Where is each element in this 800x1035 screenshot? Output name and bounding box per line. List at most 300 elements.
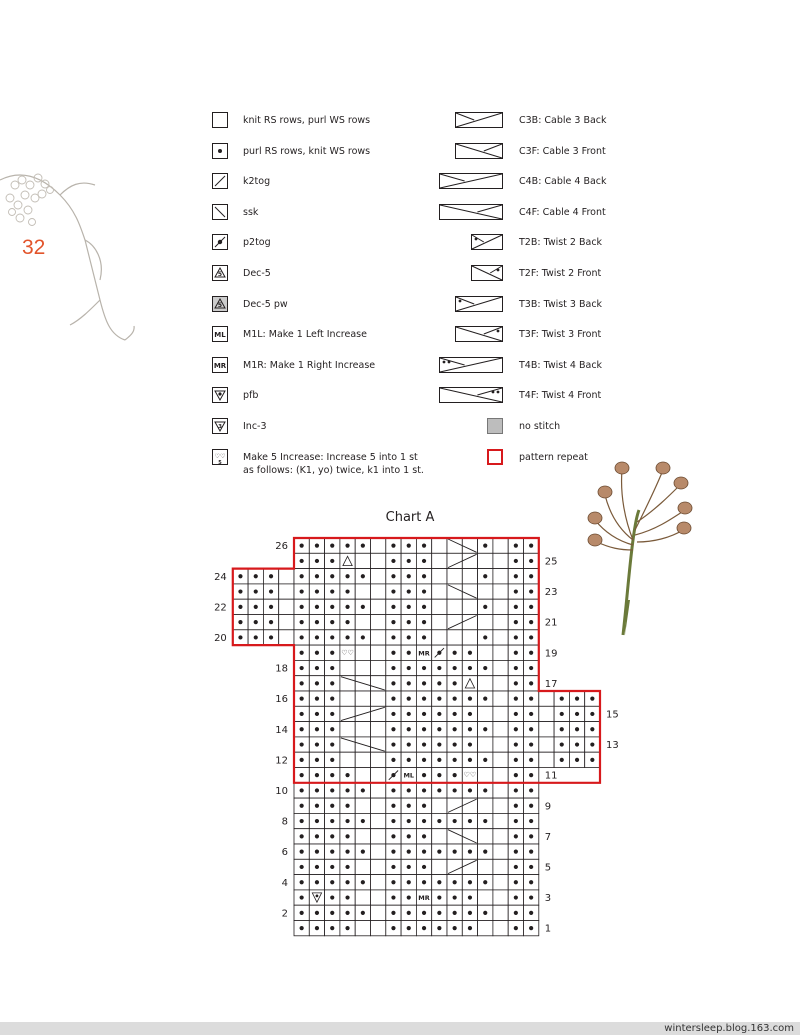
chart-cell [355,584,370,599]
chart-purl-dot [529,651,533,655]
chart-purl-dot [345,865,349,869]
chart-purl-dot [391,666,395,670]
chart-purl-dot [315,620,319,624]
chart-purl-dot [407,635,411,639]
chart-p2tog-dot [437,651,441,655]
chart-purl-dot [468,697,472,701]
chart-purl-dot [483,788,487,792]
chart-cell [371,890,386,905]
chart-cell [478,584,493,599]
chart-purl-dot [330,834,334,838]
chart-purl-dot [315,605,319,609]
chart-purl-dot [468,911,472,915]
chart-purl-dot [361,911,365,915]
chart-purl-dot [514,865,518,869]
chart-purl-dot [529,574,533,578]
legend-label: Inc-3 [243,421,267,432]
legend-label: C4B: Cable 4 Back [519,176,607,188]
chart-cell [447,798,462,813]
chart-purl-dot [300,773,304,777]
chart-cell [539,722,554,737]
chart-purl-dot [254,589,258,593]
chart-cell [371,921,386,936]
chart-cell [371,553,386,568]
chart-purl-dot [269,589,273,593]
chart-purl-dot [560,727,564,731]
chart-cell [279,630,294,645]
chart-purl-dot [422,911,426,915]
chart-purl-dot [590,727,594,731]
legend-label: M1L: Make 1 Left Increase [243,329,367,341]
chart-purl-dot [407,819,411,823]
chart-purl-dot [345,773,349,777]
chart-purl-dot [300,788,304,792]
chart-purl-dot [238,605,242,609]
chart-purl-dot [391,589,395,593]
chart-purl-dot [468,727,472,731]
chart-mr-glyph: MR [418,894,430,903]
svg-text:♡♡: ♡♡ [214,452,226,460]
chart-purl-dot [345,926,349,930]
footer-source: wintersleep.blog.163.com [664,1023,794,1034]
chart-purl-dot [529,605,533,609]
chart-cell [355,722,370,737]
chart-purl-dot [391,911,395,915]
chart-purl-dot [300,804,304,808]
chart-purl-dot [407,865,411,869]
chart-purl-dot [437,697,441,701]
chart-purl-dot [300,895,304,899]
chart-cell [355,615,370,630]
chart-purl-dot [315,544,319,548]
chart-cell [371,676,386,691]
chart-cell [371,630,386,645]
chart-purl-dot [345,804,349,808]
chart-cell [493,630,508,645]
chart-purl-dot [483,605,487,609]
chart-purl-dot [483,880,487,884]
chart-purl-dot [407,804,411,808]
chart-purl-dot [300,544,304,548]
chart-purl-dot [300,834,304,838]
chart-cell [355,752,370,767]
chart-cell [493,844,508,859]
chart-pfb-dot [316,895,319,898]
footer-bar [0,1022,800,1035]
chart-cell [371,645,386,660]
chart-purl-dot [361,544,365,548]
legend-label: purl RS rows, knit WS rows [243,145,371,157]
chart-purl-dot [514,926,518,930]
chart-cell [462,615,477,630]
chart-cell [371,783,386,798]
chart-cell [371,569,386,584]
chart-purl-dot [514,666,518,670]
chart-cell [478,890,493,905]
chart-purl-dot [315,804,319,808]
chart-purl-dot [437,895,441,899]
chart-purl-dot [529,895,533,899]
chart-purl-dot [300,589,304,593]
chart-purl-dot [407,742,411,746]
chart-purl-dot [529,666,533,670]
chart-purl-dot [468,712,472,716]
chart-purl-dot [315,911,319,915]
chart-cell [478,676,493,691]
chart-ml-glyph: ML [403,771,415,780]
chart-purl-dot [514,635,518,639]
chart-purl-dot [391,574,395,578]
row-number-right: 15 [606,709,619,721]
chart-purl-dot [391,758,395,762]
chart-cell [355,921,370,936]
chart-cell [493,584,508,599]
chart-purl-dot [468,666,472,670]
chart-purl-dot [514,712,518,716]
legend-label: T3F: Twist 3 Front [519,329,602,341]
chart-purl-dot [300,574,304,578]
chart-purl-dot [514,788,518,792]
chart-purl-dot [391,727,395,731]
chart-title: Chart A [385,510,435,525]
chart-purl-dot [238,620,242,624]
chart-purl-dot [514,681,518,685]
chart-purl-dot [514,727,518,731]
chart-cell [493,798,508,813]
svg-text:5: 5 [217,301,223,309]
chart-purl-dot [361,788,365,792]
chart-cell [355,691,370,706]
chart-purl-dot [437,742,441,746]
chart-purl-dot [391,559,395,563]
chart-purl-dot [422,589,426,593]
chart-purl-dot [315,834,319,838]
chart-cell [493,553,508,568]
chart-purl-dot [483,819,487,823]
chart-purl-dot [391,635,395,639]
row-number-right: 3 [544,893,552,905]
row-number-right: 25 [544,556,558,568]
legend-label: T2B: Twist 2 Back [519,237,603,249]
chart-purl-dot [422,926,426,930]
chart-purl-dot [345,850,349,854]
chart-cell [371,706,386,721]
chart-cell [371,752,386,767]
chart-cell [355,553,370,568]
chart-purl-dot [529,850,533,854]
chart-purl-dot [483,697,487,701]
chart-purl-dot [422,850,426,854]
chart-purl-dot [345,589,349,593]
chart-purl-dot [407,926,411,930]
chart-cell [462,859,477,874]
chart-purl-dot [437,850,441,854]
row-number-right: 23 [544,587,558,599]
chart-purl-dot [407,727,411,731]
chart-purl-dot [437,773,441,777]
chart-purl-dot [330,559,334,563]
svg-text:5: 5 [217,271,223,278]
chart-purl-dot [422,544,426,548]
chart-purl-dot [514,804,518,808]
chart-purl-dot [437,758,441,762]
chart-cell [371,584,386,599]
legend-label: p2tog [243,237,271,249]
chart-purl-dot [529,880,533,884]
chart-purl-dot [453,651,457,655]
chart-purl-dot [345,574,349,578]
legend-label: ssk [243,206,259,218]
chart-purl-dot [453,773,457,777]
chart-cell [371,798,386,813]
chart-purl-dot [330,865,334,869]
chart-purl-dot [437,880,441,884]
chart-purl-dot [330,589,334,593]
chart-cell [493,921,508,936]
chart-purl-dot [514,697,518,701]
chart-cell [493,615,508,630]
chart-purl-dot [315,926,319,930]
chart-purl-dot [315,589,319,593]
chart-purl-dot [407,850,411,854]
chart-purl-dot [422,865,426,869]
chart-purl-dot [514,574,518,578]
row-number-left: 26 [275,541,288,553]
chart-purl-dot [529,773,533,777]
row-number-right: 21 [544,617,558,629]
chart-cell [493,813,508,828]
chart-purl-dot [315,758,319,762]
chart-purl-dot [361,819,365,823]
chart-cell [371,722,386,737]
chart-purl-dot [453,819,457,823]
chart-purl-dot [345,834,349,838]
chart-purl-dot [453,788,457,792]
chart-cell [447,553,462,568]
chart-purl-dot [391,850,395,854]
chart-cell [478,737,493,752]
chart-purl-dot [254,620,258,624]
chart-purl-dot [391,742,395,746]
row-number-right: 11 [544,770,558,782]
chart-purl-dot [315,559,319,563]
row-number-left: 12 [275,755,288,767]
chart-purl-dot [483,544,487,548]
chart-purl-dot [315,742,319,746]
chart-cell [493,660,508,675]
chart-purl-dot [529,727,533,731]
chart-purl-dot [453,850,457,854]
chart-cell [371,660,386,675]
legend-label: T2F: Twist 2 Front [519,268,602,279]
chart-purl-dot [407,758,411,762]
chart-purl-dot [407,712,411,716]
chart-cell [478,615,493,630]
chart-cell [432,859,447,874]
chart-purl-dot [407,788,411,792]
chart-cell [340,752,355,767]
chart-purl-dot [422,773,426,777]
chart-purl-dot [514,834,518,838]
chart-cell [371,813,386,828]
chart-purl-dot [330,712,334,716]
chart-purl-dot [453,911,457,915]
row-number-right: 13 [606,740,619,752]
chart-purl-dot [590,697,594,701]
row-number-right: 1 [544,923,552,935]
chart-purl-dot [345,620,349,624]
row-number-left: 8 [281,816,288,828]
chart-purl-dot [590,758,594,762]
chart-cell [371,829,386,844]
row-number-left: 6 [281,847,288,859]
chart-purl-dot [453,926,457,930]
page-number: 32 [22,236,46,259]
chart-purl-dot [514,850,518,854]
chart-purl-dot [590,742,594,746]
chart-purl-dot [437,681,441,685]
chart-cell [462,538,477,553]
row-number-left: 10 [275,785,288,797]
chart-purl-dot [514,895,518,899]
chart-purl-dot [453,712,457,716]
chart-purl-dot [560,758,564,762]
chart-purl-dot [300,880,304,884]
chart-purl-dot [468,819,472,823]
row-number-left: 20 [214,632,227,644]
chart-purl-dot [590,712,594,716]
chart-purl-dot [453,666,457,670]
chart-cell [432,569,447,584]
legend-label: T4F: Twist 4 Front [519,390,602,402]
chart-cell [447,599,462,614]
chart-purl-dot [437,788,441,792]
chart-purl-dot [529,635,533,639]
chart-purl-dot [315,788,319,792]
chart-purl-dot [391,880,395,884]
chart-purl-dot [330,697,334,701]
chart-purl-dot [407,681,411,685]
row-number-right: 7 [544,831,552,843]
chart-purl-dot [407,880,411,884]
chart-purl-dot [300,727,304,731]
row-number-left: 18 [275,663,288,675]
chart-cell [493,737,508,752]
chart-purl-dot [529,758,533,762]
legend-label: Dec-5 pw [243,298,288,310]
legend-label: knit RS rows, purl WS rows [243,115,371,126]
chart-purl-dot [514,742,518,746]
chart-purl-dot [529,788,533,792]
chart-purl-dot [345,605,349,609]
chart-purl-dot [422,697,426,701]
chart-purl-dot [468,850,472,854]
chart-purl-dot [330,742,334,746]
chart-purl-dot [269,635,273,639]
chart-purl-dot [575,742,579,746]
row-number-right: 17 [544,678,558,690]
chart-purl-dot [437,926,441,930]
chart-purl-dot [514,819,518,823]
chart-purl-dot [330,788,334,792]
chart-purl-dot [422,819,426,823]
legend-label: Make 5 Increase: Increase 5 into 1 st as follows: (K1, yo) twice, k1 into 1 st. [243,451,424,476]
chart-cell [279,599,294,614]
chart-purl-dot [407,544,411,548]
chart-purl-dot [300,850,304,854]
chart-purl-dot [330,544,334,548]
legend-label: C3F: Cable 3 Front [519,145,606,157]
chart-purl-dot [254,605,258,609]
chart-mr-glyph: MR [418,649,430,658]
chart-cell [493,829,508,844]
chart-purl-dot [315,666,319,670]
chart-purl-dot [422,742,426,746]
chart-purl-dot [330,651,334,655]
chart-purl-dot [407,895,411,899]
chart-cell [493,691,508,706]
chart-cell [340,660,355,675]
chart-purl-dot [315,850,319,854]
chart-cell [447,829,462,844]
legend-label: T4B: Twist 4 Back [519,359,603,371]
chart-purl-dot [422,880,426,884]
chart-purl-dot [468,788,472,792]
chart-cell [371,691,386,706]
chart-cell [340,737,355,752]
svg-text:MR: MR [213,361,227,370]
chart-purl-dot [330,620,334,624]
chart-purl-dot [514,589,518,593]
chart-cell [432,584,447,599]
chart-cell [462,798,477,813]
chart-purl-dot [422,681,426,685]
chart-purl-dot [330,895,334,899]
chart-purl-dot [345,788,349,792]
chart-purl-dot [330,926,334,930]
chart-purl-dot [529,620,533,624]
chart-cell [539,737,554,752]
chart-cell [539,706,554,721]
chart-cell [493,538,508,553]
legend-label: k2tog [243,176,271,188]
chart-cell [340,706,355,721]
chart-purl-dot [437,712,441,716]
chart-purl-dot [315,574,319,578]
chart-purl-dot [422,834,426,838]
chart-purl-dot [483,635,487,639]
chart-purl-dot [345,819,349,823]
chart-purl-dot [575,712,579,716]
chart-purl-dot [315,865,319,869]
chart-cell [478,768,493,783]
chart-purl-dot [453,742,457,746]
legend-label: Dec-5 [243,268,271,279]
chart-purl-dot [330,819,334,823]
chart-cell [478,706,493,721]
chart-cell [355,859,370,874]
chart-cell [355,829,370,844]
chart-purl-dot [575,697,579,701]
chart-purl-dot [514,651,518,655]
chart-purl-dot [269,605,273,609]
chart-purl-dot [345,895,349,899]
chart-purl-dot [330,804,334,808]
chart-purl-dot [391,804,395,808]
row-number-right: 5 [544,862,552,874]
row-number-left: 2 [281,908,288,920]
chart-purl-dot [238,589,242,593]
